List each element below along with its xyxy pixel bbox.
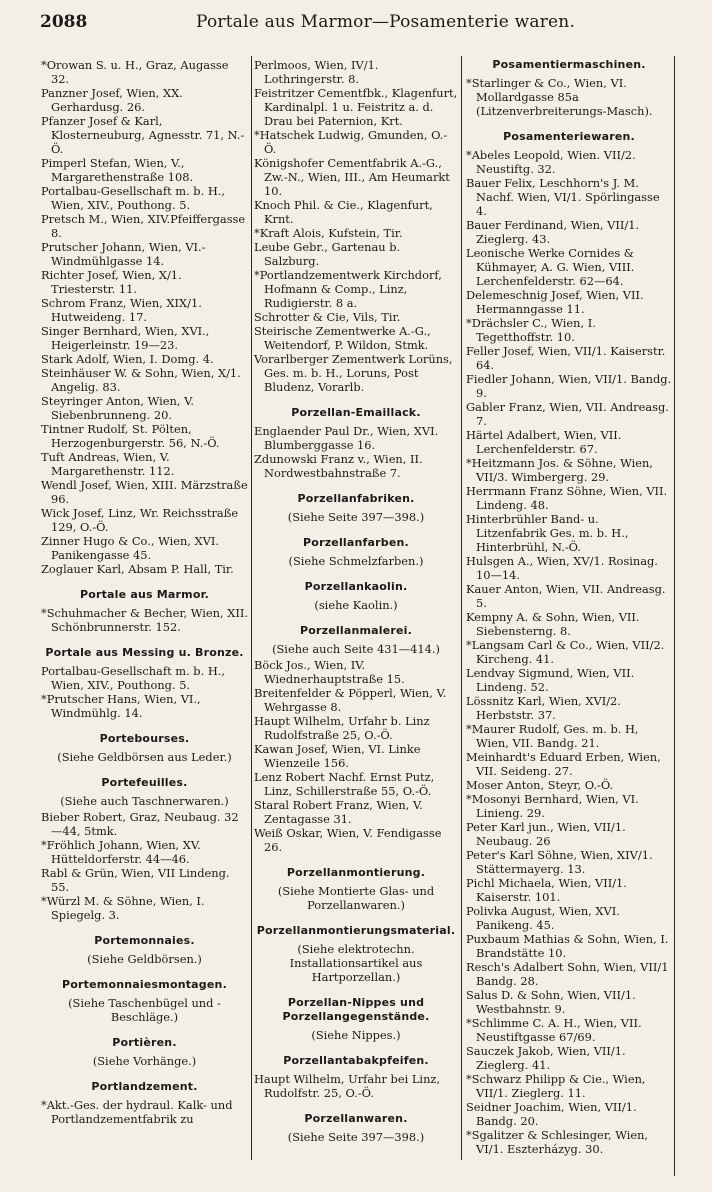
directory-entry: *Maurer Rudolf, Ges. m. b. H, Wien, VII. Bandg. 21. <box>466 722 639 750</box>
directory-entry: Lössnitz Karl, Wien, XVI/2. Herbststr. 37. <box>466 694 621 722</box>
section-heading: Portlandzement. <box>91 1080 198 1093</box>
directory-entry: *Heitzmann Jos. & Söhne, Wien, VII/3. Wimbergerg. 29. <box>466 456 653 484</box>
directory-entry: *Schlimme C. A. H., Wien, VII. Neustiftgasse 67/69. <box>466 1016 642 1044</box>
directory-entry: Weiß Oskar, Wien, V. Fendigasse 26. <box>254 826 442 854</box>
directory-entry: Hulsgen A., Wien, XV/1. Rosinag. 10—14. <box>466 554 658 582</box>
section-heading: Portemonnaiesmontagen. <box>62 978 227 991</box>
entry-list <box>41 664 248 720</box>
directory-entry: Feller Josef, Wien, VII/1. Kaiserstr. 64. <box>466 344 666 372</box>
directory-entry: Delemeschnig Josef, Wien, VII. Hermanngasse 11. <box>466 288 644 316</box>
directory-entry: Kempny A. & Sohn, Wien, VII. Siebensterng. 8. <box>466 610 640 638</box>
directory-entry: *Abeles Leopold, Wien. VII/2. Neustiftg. 32. <box>466 148 636 176</box>
entry-list <box>254 658 458 854</box>
directory-entry: Salus D. & Sohn, Wien, VII/1. Westbahnstr. 9. <box>466 988 636 1016</box>
directory-entry: Leonische Werke Cornides & Kühmayer, A. G. Wien, VIII. Lerchenfelderstr. 62—64. <box>466 246 635 288</box>
directory-entry: *Sgalitzer & Schlesinger, Wien, VI/1. Eszterházyg. 30. <box>466 1128 649 1156</box>
directory-entry: Kawan Josef, Wien, VI. Linke Wienzeile 156. <box>254 742 421 770</box>
directory-entry: Singer Bernhard, Wien, XVI., Heigerleinstr. 19—23. <box>41 324 210 352</box>
cross-reference: (siehe Kaolin.) <box>314 598 398 612</box>
entry-list <box>41 1098 248 1126</box>
directory-entry: Pretsch M., Wien, XIV.Pfeiffergasse 8. <box>41 212 246 240</box>
section-heading: Portemonnaies. <box>94 934 195 947</box>
directory-entry: Knoch Phil. & Cie., Klagenfurt, Krnt. <box>254 198 433 226</box>
entry-list <box>254 58 458 394</box>
entry-list <box>41 606 248 634</box>
directory-entry: Haupt Wilhelm, Urfahr bei Linz, Rudolfstr. 25, O.-Ö. <box>254 1072 441 1100</box>
directory-entry: *Portlandzementwerk Kirchdorf, Hofmann & Comp., Linz, Rudigierstr. 8 a. <box>254 268 442 310</box>
directory-entry: Prutscher Johann, Wien, VI.-Windmühlgasse 14. <box>41 240 206 268</box>
directory-entry: Peter's Karl Söhne, Wien, XIV/1. Stättermayerg. 13. <box>466 848 653 876</box>
cross-reference: (Siehe Vorhänge.) <box>92 1054 197 1068</box>
directory-entry: Böck Jos., Wien, IV. Wiednerhauptstraße 15. <box>254 658 405 686</box>
cross-reference: (Siehe elektrotechn. Installationsartikel aus Hartporzellan.) <box>289 942 423 984</box>
directory-entry: Fiedler Johann, Wien, VII/1. Bandg. 9. <box>466 372 672 400</box>
directory-entry: Lendvay Sigmund, Wien, VII. Lindeng. 52. <box>466 666 635 694</box>
directory-entry: Rabl & Grün, Wien, VII Lindeng. 55. <box>41 866 230 894</box>
directory-entry: Pichl Michaela, Wien, VII/1. Kaiserstr. 101. <box>466 876 627 904</box>
directory-entry: Englaender Paul Dr., Wien, XVI. Blumberggasse 16. <box>254 424 439 452</box>
directory-entry: Wick Josef, Linz, Wr. Reichsstraße 129, O.-Ö. <box>41 506 239 534</box>
directory-entry: *Würzl M. & Söhne, Wien, I. Spiegelg. 3. <box>41 894 205 922</box>
section-heading: Porzellanwaren. <box>304 1112 408 1125</box>
section-heading: Porzellanfarben. <box>303 536 409 549</box>
page-number: 2088 <box>40 12 88 32</box>
directory-entry: Härtel Adalbert, Wien, VII. Lerchenfelderstr. 67. <box>466 428 622 456</box>
directory-entry: *Schwarz Philipp & Cie., Wien, VII/1. Zieglerg. 11. <box>466 1072 646 1100</box>
directory-entry: Bauer Ferdinand, Wien, VII/1. Zieglerg. 43. <box>466 218 640 246</box>
column-1 <box>41 58 248 1126</box>
section-heading: Posamenteriewaren. <box>503 130 635 143</box>
directory-entry: Peter Karl jun., Wien, VII/1. Neubaug. 26 <box>466 820 626 848</box>
directory-entry: Richter Josef, Wien, X/1. Triesterstr. 11. <box>41 268 182 296</box>
directory-entry: Steyringer Anton, Wien, V. Siebenbrunneng. 20. <box>41 394 194 422</box>
directory-entry: Tuft Andreas, Wien, V. Margarethenstr. 112. <box>41 450 175 478</box>
directory-entry: Herrmann Franz Söhne, Wien, VII. Lindeng. 48. <box>466 484 668 512</box>
directory-entry: *Fröhlich Johann, Wien, XV. Hütteldorferstr. 44—46. <box>41 838 201 866</box>
directory-entry: Polivka August, Wien, XVI. Panikeng. 45. <box>466 904 620 932</box>
directory-entry: Pfanzer Josef & Karl, Klosterneuburg, Agnesstr. 71, N.-Ö. <box>41 114 245 156</box>
directory-entry: Bieber Robert, Graz, Neubaug. 32—44, 5tmk. <box>41 810 239 838</box>
section-heading: Portale aus Marmor. <box>79 588 210 601</box>
directory-entry: Steinhäuser W. & Sohn, Wien, X/1. Angelig. 83. <box>41 366 241 394</box>
directory-entry: Wendl Josef, Wien, XIII. Märzstraße 96. <box>41 478 248 506</box>
section-heading: Porzellanmontierung. <box>286 866 426 879</box>
entry-list <box>466 148 672 1156</box>
directory-entry: Hinterbrühler Band- u. Litzenfabrik Ges. m. b. H., Hinterbrühl, N.-Ö. <box>466 512 629 554</box>
entry-list <box>254 424 458 480</box>
column-rule <box>461 56 462 1160</box>
section-heading: Porzellan-Nippes und Porzellangegenstände. <box>282 996 430 1023</box>
directory-entry: Stark Adolf, Wien, I. Domg. 4. <box>41 352 214 366</box>
directory-entry: Steirische Zementwerke A.-G., Weitendorf, P. Wildon, Stmk. <box>254 324 431 352</box>
directory-entry: Resch's Adalbert Sohn, Wien, VII/1 Bandg. 28. <box>466 960 669 988</box>
directory-entry: *Schuhmacher & Becher, Wien, XII. Schönbrunnerstr. 152. <box>41 606 248 634</box>
cross-reference: (Siehe auch Taschnerwaren.) <box>60 794 229 808</box>
section-heading: Posamentiermaschinen. <box>492 58 646 71</box>
cross-reference: (Siehe Seite 397—398.) <box>287 510 425 524</box>
cross-reference: (Siehe Schmelzfarben.) <box>288 554 424 568</box>
running-title: Portale aus Marmor—Posamenterie waren. <box>196 12 576 32</box>
directory-entry: Vorarlberger Zementwerk Lorüns, Ges. m. b. H., Loruns, Post Bludenz, Vorarlb. <box>254 352 453 394</box>
section-heading: Porzellanfabriken. <box>297 492 415 505</box>
directory-entry: Portalbau-Gesellschaft m. b. H., Wien, XIV., Pouthong. 5. <box>41 664 226 692</box>
directory-entry: Bauer Felix, Leschhorn's J. M. Nachf. Wien, VI/1. Spörlingasse 4. <box>466 176 660 218</box>
directory-entry: Königshofer Cementfabrik A.-G., Zw.-N., Wien, III., Am Heumarkt 10. <box>254 156 450 198</box>
directory-entry: *Langsam Carl & Co., Wien, VII/2. Kircheng. 41. <box>466 638 665 666</box>
directory-entry: Pimperl Stefan, Wien, V., Margarethenstraße 108. <box>41 156 194 184</box>
directory-entry: Lenz Robert Nachf. Ernst Putz, Linz, Schillerstraße 55, O.-Ö. <box>254 770 435 798</box>
column-2 <box>254 58 458 1146</box>
cross-reference: (Siehe auch Seite 431—414.) <box>272 642 440 656</box>
directory-entry: *Starlinger & Co., Wien, VI. Mollardgasse 85a (Litzenverbreiterungs-Masch). <box>466 76 653 118</box>
directory-entry: Seidner Joachim, Wien, VII/1. Bandg. 20. <box>466 1100 637 1128</box>
directory-entry: Sauczek Jakob, Wien, VII/1. Zieglerg. 41. <box>466 1044 626 1072</box>
directory-entry: Kauer Anton, Wien, VII. Andreasg. 5. <box>466 582 666 610</box>
directory-entry: Perlmoos, Wien, IV/1. Lothringerstr. 8. <box>254 58 379 86</box>
section-heading: Portebourses. <box>99 732 190 745</box>
directory-entry: *Orowan S. u. H., Graz, Augasse 32. <box>41 58 229 86</box>
directory-entry: *Akt.-Ges. der hydraul. Kalk- und Portlandzementfabrik zu <box>41 1098 233 1126</box>
directory-entry: *Kraft Alois, Kufstein, Tir. <box>254 226 403 240</box>
directory-entry: Feistritzer Cementfbk., Klagenfurt, Kardinalpl. 1 u. Feistritz a. d. Drau bei Paternion, Krt. <box>254 86 458 128</box>
directory-entry: Zdunowski Franz v., Wien, II. Nordwestbahnstraße 7. <box>254 452 423 480</box>
entry-list <box>466 76 672 118</box>
section-heading: Portièren. <box>112 1036 177 1049</box>
section-heading: Portefeuilles. <box>101 776 188 789</box>
cross-reference: (Siehe Taschenbügel und -Beschläge.) <box>68 996 221 1024</box>
cross-reference: (Siehe Nippes.) <box>311 1028 401 1042</box>
column-3 <box>466 58 672 1156</box>
cross-reference: (Siehe Montierte Glas- und Porzellanwaren.) <box>277 884 435 912</box>
directory-entry: Staral Robert Franz, Wien, V. Zentagasse 31. <box>254 798 423 826</box>
section-heading: Porzellanmalerei. <box>299 624 413 637</box>
section-heading: Portale aus Messing u. Bronze. <box>45 646 244 659</box>
directory-entry: Gabler Franz, Wien, VII. Andreasg. 7. <box>466 400 669 428</box>
entry-list <box>41 58 248 576</box>
directory-entry: *Prutscher Hans, Wien, VI., Windmühlg. 14. <box>41 692 201 720</box>
directory-entry: Breitenfelder & Pöpperl, Wien, V. Wehrgasse 8. <box>254 686 447 714</box>
column-rule <box>251 56 252 1160</box>
directory-entry: Zinner Hugo & Co., Wien, XVI. Panikengasse 45. <box>41 534 219 562</box>
directory-entry: Schrotter & Cie, Vils, Tir. <box>254 310 401 324</box>
directory-entry: Panzner Josef, Wien, XX. Gerhardusg. 26. <box>41 86 183 114</box>
page-header <box>0 4 712 44</box>
entry-list <box>254 1072 458 1100</box>
cross-reference: (Siehe Seite 397—398.) <box>287 1130 425 1144</box>
section-heading: Porzellanmontierungsmaterial. <box>256 924 456 937</box>
entry-list <box>41 810 248 922</box>
directory-entry: Meinhardt's Eduard Erben, Wien, VII. Seideng. 27. <box>466 750 661 778</box>
cross-reference: (Siehe Geldbörsen aus Leder.) <box>57 750 232 764</box>
directory-entry: Zoglauer Karl, Absam P. Hall, Tir. <box>41 562 234 576</box>
directory-entry: Haupt Wilhelm, Urfahr b. Linz Rudolfstraße 25, O.-Ö. <box>254 714 430 742</box>
directory-entry: *Hatschek Ludwig, Gmunden, O.-Ö. <box>254 128 448 156</box>
cross-reference: (Siehe Geldbörsen.) <box>87 952 202 966</box>
directory-entry: Moser Anton, Steyr, O.-Ö. <box>466 778 614 792</box>
directory-entry: Schrom Franz, Wien, XIX/1. Hutweideng. 17. <box>41 296 202 324</box>
directory-entry: Leube Gebr., Gartenau b. Salzburg. <box>254 240 401 268</box>
column-rule <box>674 56 675 1176</box>
directory-entry: *Mosonyi Bernhard, Wien, VI. Linieng. 29. <box>466 792 639 820</box>
section-heading: Porzellan-Emaillack. <box>291 406 421 419</box>
directory-entry: Puxbaum Mathias & Sohn, Wien, I. Brandstätte 10. <box>466 932 669 960</box>
section-heading: Porzellantabakpfeifen. <box>283 1054 429 1067</box>
directory-entry: Tintner Rudolf, St. Pölten, Herzogenburgerstr. 56, N.-Ö. <box>41 422 220 450</box>
directory-entry: *Drächsler C., Wien, I. Tegetthoffstr. 10. <box>466 316 596 344</box>
section-heading: Porzellankaolin. <box>304 580 408 593</box>
directory-entry: Portalbau-Gesellschaft m. b. H., Wien, XIV., Pouthong. 5. <box>41 184 226 212</box>
